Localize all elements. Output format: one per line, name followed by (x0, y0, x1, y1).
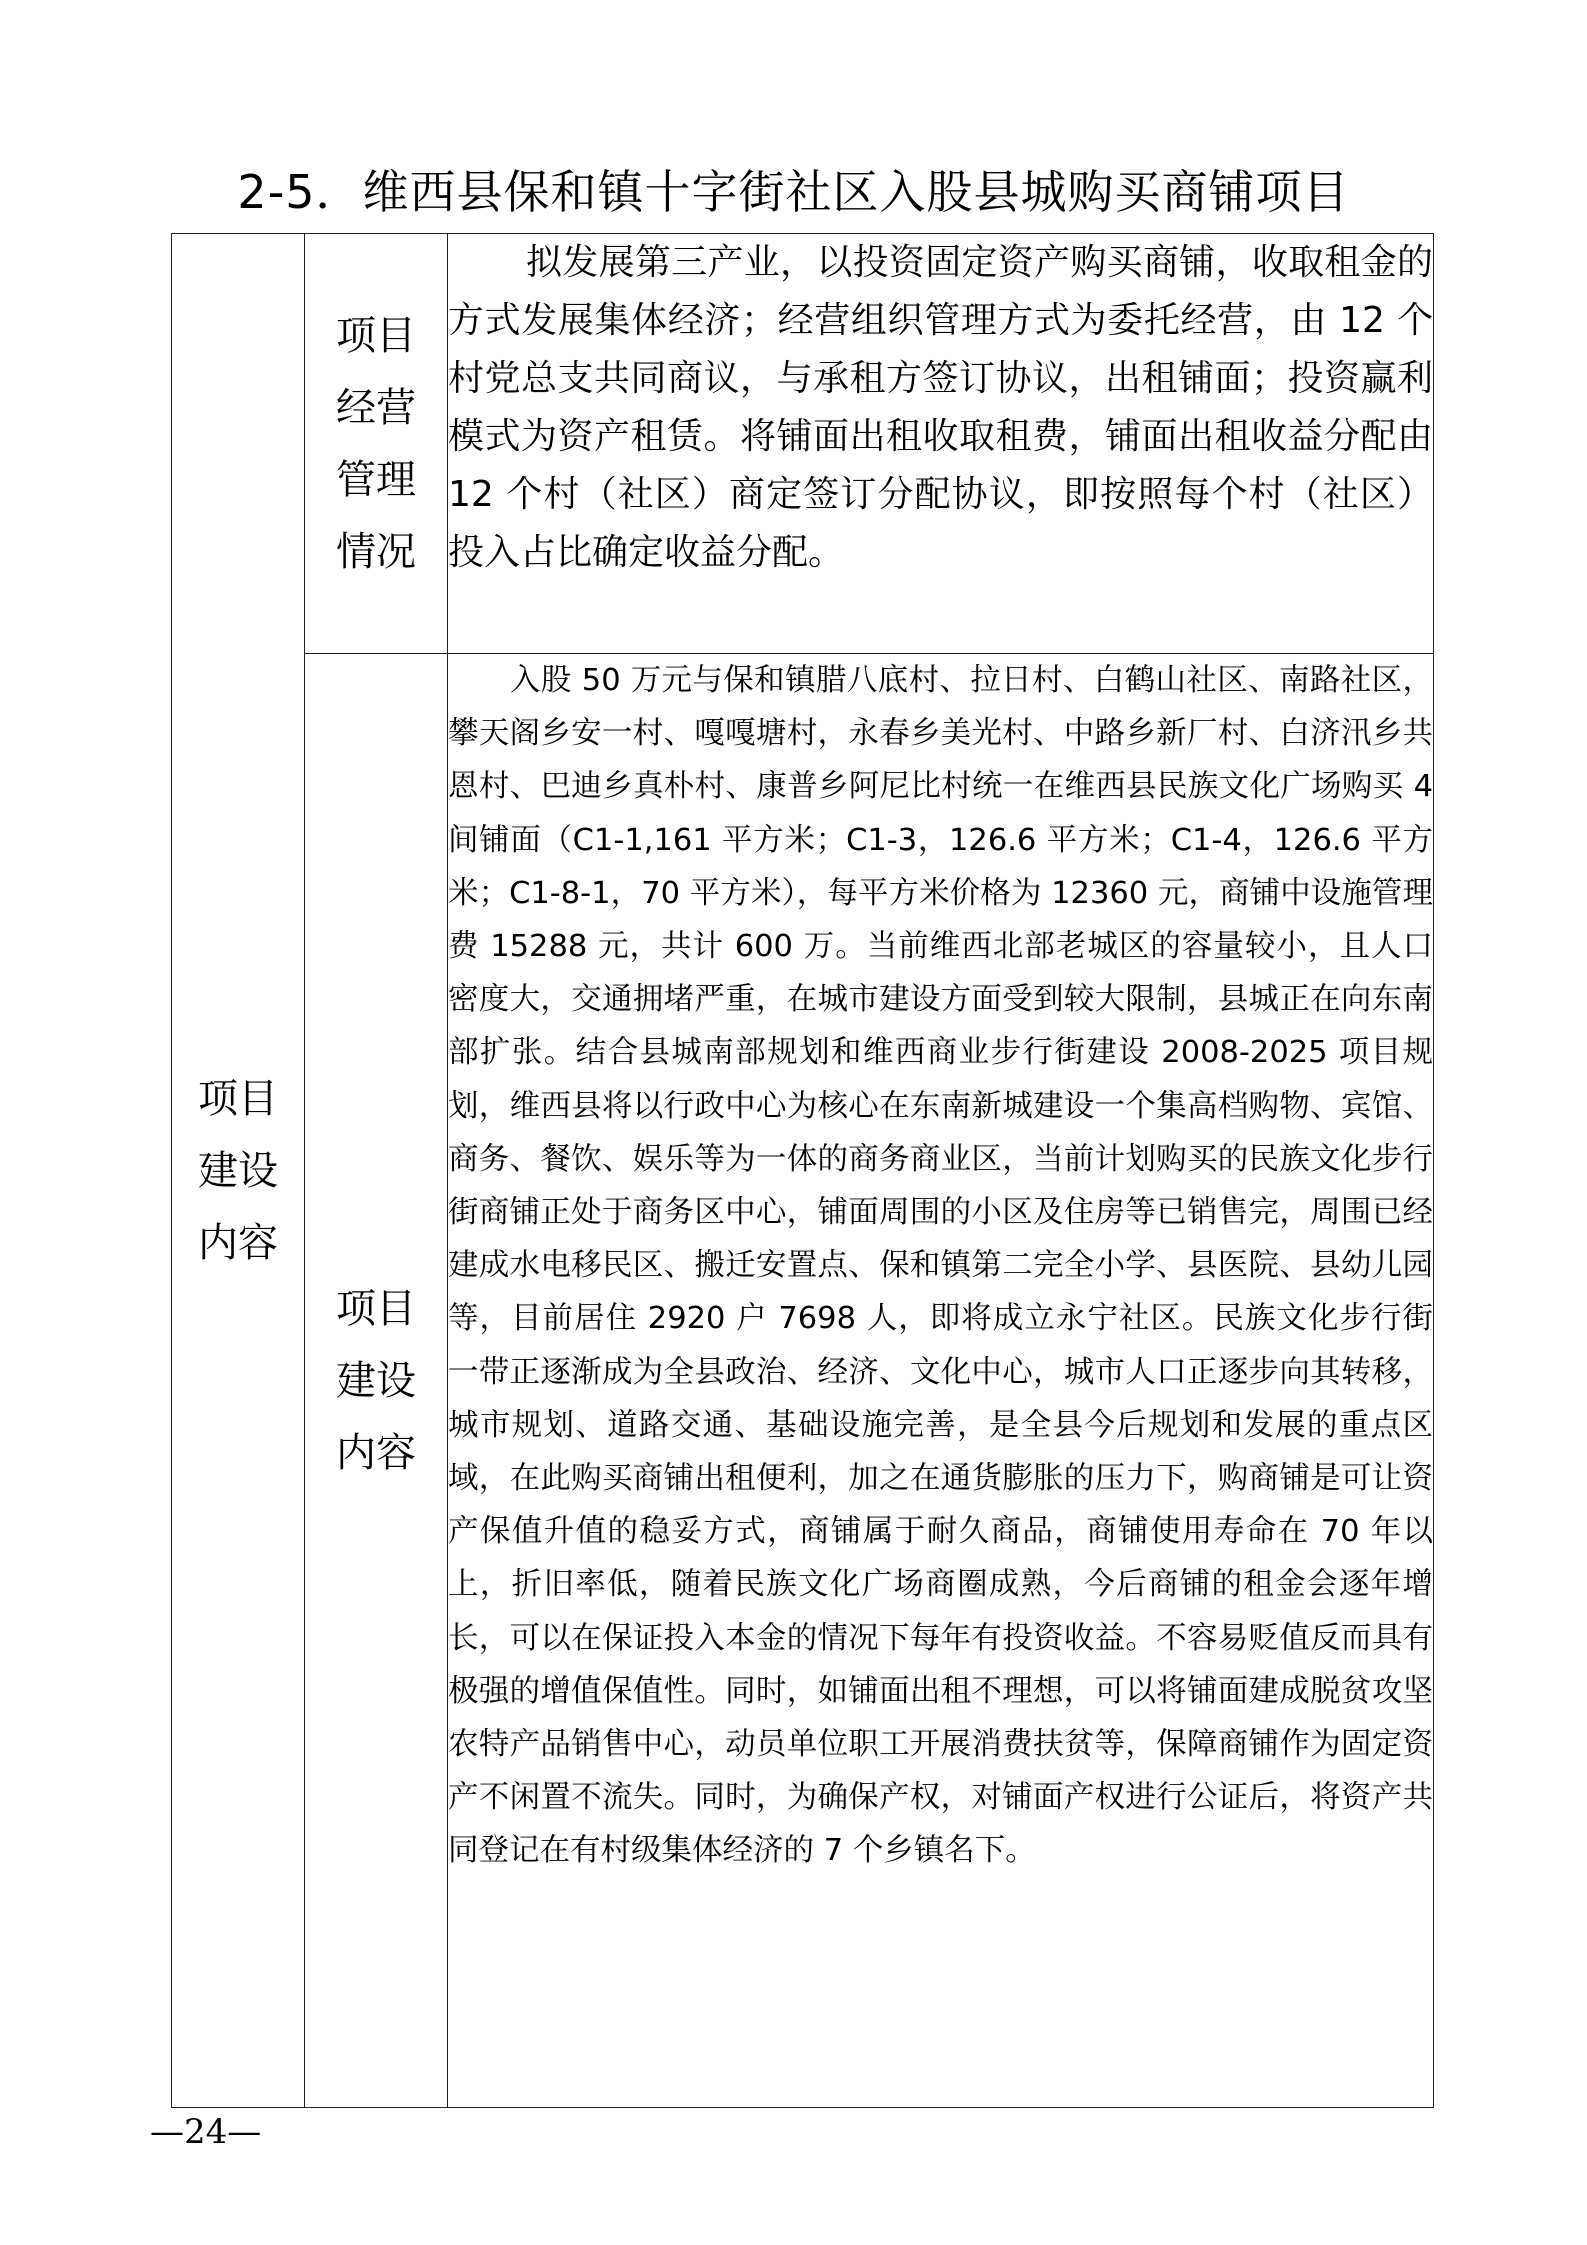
management-label-line: 管理 (336, 456, 416, 503)
management-label-cell (305, 234, 448, 654)
management-label-line: 项目 (336, 312, 416, 359)
management-content-cell (448, 234, 1434, 654)
construction-content-cell (448, 654, 1434, 2108)
outer-label-line: 建设 (198, 1147, 278, 1194)
management-label-line: 情况 (336, 528, 416, 575)
construction-label-cell (305, 654, 448, 2108)
construction-content-text: 入股 50 万元与保和镇腊八底村、拉日村、白鹤山社区、南路社区，攀天阁乡安一村、嘎嘎塘村，永春乡美光村、中路乡新厂村、白济汛乡共恩村、巴迪乡真朴村、康普乡阿尼比村统一在维西县民族文化广场购买 4 间铺面（C1-1,161 平方米；C1-3，126.6 平方米；C1-4，126.6 平方米；C1-8-1，70 平方米），每平方米价格为 12360 元，商铺中设施管理费 15288 元，共计 600 万。当前维西北部老城区的容量较小，且人口密度大，交通拥堵严重，在城市建设方面受到较大限制，县城正在向东南部扩张。结合县城南部规划和维西商业步行街建设 2008-2025 项目规划，维西县将以行政中心为核心在东南新城建设一个集高档购物、宾馆、商务、餐饮、娱乐等为一体的商务商业区，当前计划购买的民族文化步行街商铺正处于商务区中心，铺面周围的小区及住房等已销售完，周围已经建成水电移民区、搬迁安置点、保和镇第二完全小学、县医院、县幼儿园等，目前居住 2920 户 7698 人，即将成立永宁社区。民族文化步行街一带正逐渐成为全县政治、经济、文化中心，城市人口正逐步向其转移，城市规划、道路交通、基础设施完善，是全县今后规划和发展的重点区域，在此购买商铺出租便利，加之在通货膨胀的压力下，购商铺是可让资产保值升值的稳妥方式，商铺属于耐久商品，商铺使用寿命在 70 年以上，折旧率低，随着民族文化广场商圈成熟，今后商铺的租金会逐年增长，可以在保证投入本金的情况下每年有投资收益。不容易贬值反而具有极强的增值保值性。同时，如铺面出租不理想，可以将铺面建成脱贫攻坚农特产品销售中心，动员单位职工开展消费扶贫等，保障商铺作为固定资产不闲置不流失。同时，为确保产权，对铺面产权进行公证后，将资产共同登记在有村级集体经济的 7 个乡镇名下。 (448, 663, 1433, 1869)
table-row-construction (172, 654, 1434, 2108)
outer-label-cell (172, 234, 305, 2108)
management-label-line: 经营 (336, 384, 416, 431)
management-content-text: 拟发展第三产业，以投资固定资产购买商铺，收取租金的方式发展集体经济；经营组织管理方式为委托经营，由 12 个村党总支共同商议，与承租方签订协议，出租铺面；投资赢利模式为资产租赁。将铺面出租收取租费，铺面出租收益分配由 12 个村（社区）商定签订分配协议，即按照每个村（社区）投入占比确定收益分配。 (448, 242, 1433, 573)
page-title: 2-5．维西县保和镇十字街社区入股县城购买商铺项目 (237, 165, 1350, 219)
project-table (171, 233, 1434, 2108)
table-row-management (172, 234, 1434, 654)
outer-label-line: 项目 (198, 1075, 278, 1122)
construction-label-line: 内容 (336, 1429, 416, 1476)
construction-label-line: 建设 (336, 1357, 416, 1404)
page-number: —24— (150, 2112, 262, 2152)
outer-label-line: 内容 (198, 1219, 278, 1266)
construction-label-line: 项目 (336, 1285, 416, 1332)
